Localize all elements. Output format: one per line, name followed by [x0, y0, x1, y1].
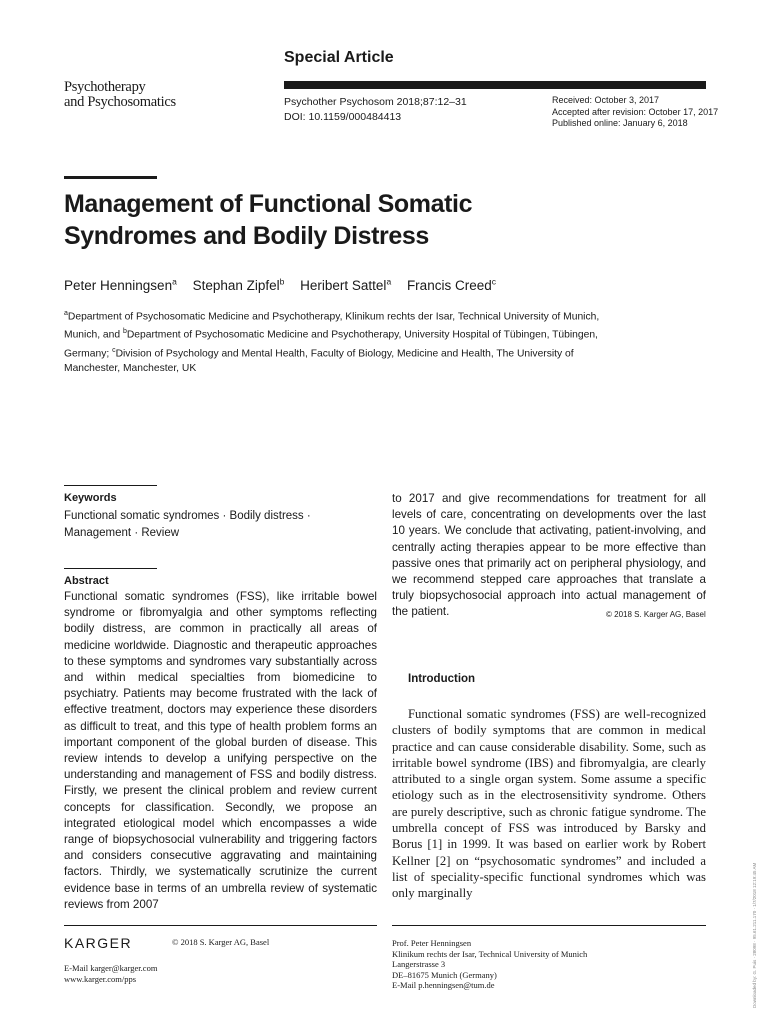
journal-logo-line2: and Psychosomatics	[64, 94, 176, 110]
author-affiliation-mark: a	[172, 276, 177, 286]
affiliation-a: Department of Psychosomatic Medicine and Psychotherapy, Klinikum rechts der Isar, Technical University of Munich, Munich, and	[64, 311, 600, 341]
journal-logo	[64, 80, 176, 110]
keywords-list: Functional somatic syndromes · Bodily distress · Management · Review	[64, 510, 311, 539]
title-rule	[64, 176, 157, 179]
publisher-logo: KARGER	[64, 935, 133, 951]
article-dates	[552, 95, 718, 130]
affiliations	[64, 306, 604, 376]
author-name: Heribert Sattel	[300, 277, 387, 293]
footer-rule-left	[64, 925, 377, 926]
introduction-text	[392, 706, 706, 902]
citation-reference: Psychother Psychosom 2018;87:12–31	[284, 96, 467, 108]
publisher-email[interactable]: E-Mail karger@karger.com	[64, 963, 158, 973]
citation-doi[interactable]: DOI: 10.1159/000484413	[284, 110, 402, 123]
contact-street: Langerstrasse 3	[392, 959, 446, 969]
download-watermark: Downloaded by: G. Puis · 28098 · 95.61.211.170 · 1/7/2018 12:19:45 AM	[752, 862, 757, 1008]
abstract-continued: to 2017 and give recommendations for treatment for all levels of care, concentrating on developments over the last 10 years. We conclude that activating, patient-involving, and centrally acting therapies appear to be more effective than passive ones that primarily act on peripheral physiology, and we recommend stepped care approaches that translate a truly biopsychosocial approach into actual management of the patient.	[392, 492, 706, 619]
author-name: Stephan Zipfel	[192, 277, 280, 293]
publisher-website[interactable]: www.karger.com/pps	[64, 973, 137, 984]
contact-name: Prof. Peter Henningsen	[392, 938, 472, 948]
contact-city: DE–81675 Munich (Germany)	[392, 969, 497, 980]
publisher-contact	[64, 963, 157, 984]
article-type: Special Article	[284, 49, 394, 66]
author-name: Peter Henningsen	[64, 277, 173, 293]
affiliation-b: Department of Psychosomatic Medicine and Psychotherapy, University Hospital of Tübingen, Tübingen, Germany;	[64, 329, 598, 360]
abstract-heading: Abstract	[64, 575, 109, 587]
abstract-copyright: © 2018 S. Karger AG, Basel	[606, 610, 706, 619]
affiliation-mark-b: b	[122, 328, 127, 336]
author-affiliation-mark: a	[386, 276, 392, 286]
correspondence-address	[392, 938, 587, 991]
contact-institution: Klinikum rechts der Isar, Technical University of Munich	[392, 948, 588, 959]
author-affiliation-mark: c	[491, 276, 496, 286]
received-date: Received: October 3, 2017	[552, 95, 660, 105]
author-name: Francis Creed	[406, 277, 492, 293]
author	[193, 278, 285, 293]
citation	[284, 95, 467, 124]
header-bar	[284, 81, 706, 89]
author	[64, 278, 177, 293]
contact-email[interactable]: E-Mail p.henningsen@tum.de	[392, 980, 495, 990]
affiliation-mark-a: a	[64, 310, 68, 317]
published-date: Published online: January 6, 2018	[552, 118, 688, 128]
introduction-heading: Introduction	[408, 673, 476, 685]
affiliation-c: Division of Psychology and Mental Health, Faculty of Biology, Medicine and Health, The University of Manchester, Manchester, UK	[64, 348, 574, 375]
footer-rule-right	[392, 925, 706, 926]
accepted-date: Accepted after revision: October 17, 2017	[552, 106, 719, 117]
journal-logo-line1: Psychotherapy	[64, 79, 146, 95]
abstract-rule	[64, 568, 157, 569]
article-title-line1: Management of Functional Somatic	[64, 190, 473, 218]
keywords-heading: Keywords	[64, 492, 117, 504]
article-title-line2: Syndromes and Bodily Distress	[64, 222, 429, 250]
introduction-paragraph: Functional somatic syndromes (FSS) are well-recognized clusters of bodily symptoms that are common in medical practice and can cause considerable disability. Some, such as irritable bowel syndrome (IBS) and fibromyalgia, are clearly attributed to a single organ system. Some assume a specific etiology such as in the electrosensitivity syndrome. Others are purely descriptive, such as chronic fatigue syndrome. The umbrella concept of FSS was introduced by Barsky and Borus [1] in 1999. It was based on earlier work by Robert Kellner [2] on “psychosomatic syndromes” and included a list of speciality-specific functional syndromes which was only marginally	[392, 707, 706, 901]
footer-copyright: © 2018 S. Karger AG, Basel	[172, 937, 270, 947]
author-list	[64, 276, 508, 293]
author-affiliation-mark: b	[279, 276, 285, 286]
author	[407, 278, 496, 293]
affiliation-mark-c: c	[112, 346, 116, 354]
keywords-rule	[64, 485, 157, 486]
article-title	[64, 188, 624, 252]
author	[300, 278, 391, 293]
abstract-text: Functional somatic syndromes (FSS), like irritable bowel syndrome or fibromyalgia and other symptoms reflecting bodily distress, are common in practically all areas of medicine worldwide. Diagnostic and therapeutic approaches to these symptoms and syndromes vary substantially across and within medical specialties from biomedicine to psychiatry. Patients may become frustrated with the lack of effective treatment, doctors may experience these disorders as difficult to treat, and this type of health problem forms an important component of the global burden of disease. This review intends to develop a unifying perspective on the understanding and management of FSS and bodily distress. Firstly, we present the clinical problem and review current concepts for classification. Secondly, we propose an integrated etiological model which encompasses a wide range of biopsychosocial vulnerability and triggering factors and considers consecutive aggravating and maintaining factors. Thirdly, we systematically scrutinize the current evidence base in terms of an umbrella review of systematic reviews from 2007	[64, 590, 377, 911]
